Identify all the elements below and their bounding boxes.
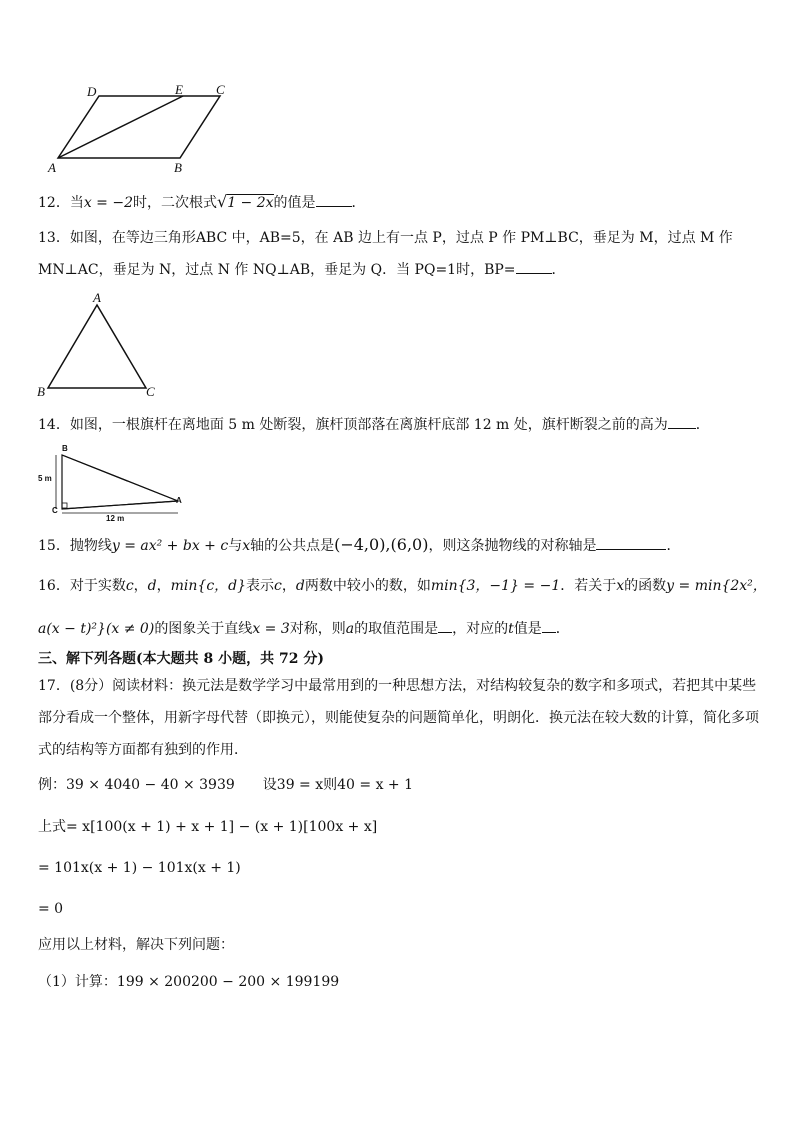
step-1-expression: = x[100(x + 1) + x + 1] − (x + 1)[100x + x] [66,819,378,835]
intersection-points: (−4,0),(6,0) [334,535,429,554]
question-13-line-2 [38,261,566,279]
question-12 [38,193,366,212]
part-1-label: （1）计算： [38,974,117,990]
var-a: a [345,621,355,637]
example-expression: 39 × 4040 − 40 × 3939 [66,777,235,793]
section-heading: 三、解下列各题(本大题共 8 小题，共 72 分) [38,651,324,667]
question-16-line-1 [38,577,767,595]
base-label: 12 m [106,514,125,523]
answer-blank-15[interactable] [596,537,666,550]
substitution-2: 40 = x + 1 [337,777,414,793]
q12-period: ． [351,195,366,211]
label-D: D [87,84,97,99]
q15-text-1: 与 [228,538,243,554]
label-B: B [62,444,68,453]
substitution-1: 39 = x [276,777,324,793]
q14-period: ． [695,417,710,433]
question-16-line-2 [38,620,570,638]
symmetry-line: x = 3 [252,621,290,637]
function-def-2: a(x − t)²}(x ≠ 0) [38,621,155,637]
q16-text-9: ，对应的 [452,621,509,637]
label-E: E [175,82,183,97]
q16-text-2: ， [281,578,296,594]
answer-blank-13[interactable] [516,261,552,274]
q12-text-1: 当 [69,195,84,211]
var-t: t [508,621,514,637]
q16-text-7: 对称，则 [289,621,346,637]
min-definition: min{c，d} [170,578,247,594]
q16-text-1: 表示 [246,578,275,594]
example-set: 设 [262,777,277,793]
example-line [38,776,413,794]
question-17-line-3: 式的结构等方面都有独到的作用． [38,742,248,758]
var-c: c [125,578,134,594]
var-x: x [616,578,625,594]
part-1-expression: 199 × 200200 − 200 × 199199 [116,974,340,990]
q16-sep-2: ， [156,578,171,594]
q16-text-5: 的函数 [624,578,667,594]
q15-period: ． [666,538,681,554]
q14-text: 14．如图，一根旗杆在离地面 5 m 处断裂，旗杆顶部落在离旗杆底部 12 m 处，旗杆断裂之前的高为 [38,417,668,433]
label-A: A [48,160,56,175]
part-1 [38,973,339,991]
q15-text-3: ，则这条抛物线的对称轴是 [428,538,597,554]
q13-text: MN⊥AC，垂足为 N，过点 N 作 NQ⊥AB，垂足为 Q．当 PQ=1时，BP= [38,262,516,278]
var-d-2: d [295,578,305,594]
label-C: C [146,384,155,399]
q12-condition: x = −2 [83,195,133,211]
q15-text-2: 轴的公共点是 [250,538,335,554]
apply-instruction: 应用以上材料，解决下列问题： [38,937,234,953]
parallelogram-figure [40,78,240,178]
label-B: B [174,160,182,175]
var-c-2: c [274,578,282,594]
q12-number: 12． [38,195,70,211]
min-example: min{3，−1} = −1 [430,578,561,594]
q12-text-3: 的值是 [273,195,316,211]
q13-period: ． [551,262,566,278]
step-2: = 101x(x + 1) − 101x(x + 1) [38,860,241,876]
label-C: C [52,506,58,515]
question-17-line-2: 部分看成一个整体，用新字母代替（即换元），则能使复杂的问题简单化，明朗化．换元法在较大数的计算，简化多项 [38,710,759,726]
step-1 [38,818,377,836]
example-then: 则 [323,777,338,793]
answer-blank-12[interactable] [316,194,352,207]
parabola-equation: y = ax² + bx + c [111,538,229,554]
radical-sign: √ [217,192,228,211]
q16-sep: ， [133,578,148,594]
step-1-label: 上式 [38,819,66,835]
question-17-line-1: 17．(8分）阅读材料：换元法是数学学习中最常用到的一种思想方法，对结构较复杂的数字和多项式，若把其中某些 [38,678,757,694]
example-label: 例： [38,777,66,793]
function-def: y = min{2x²， [666,578,767,594]
label-C: C [216,82,225,97]
q16-text-8: 的取值范围是 [354,621,439,637]
flagpole-figure [36,445,196,525]
q12-radicand: 1 − 2x [227,195,274,211]
label-A: A [176,496,182,505]
q16-number: 16．对于实数 [38,578,126,594]
q16-text-3: 两数中较小的数，如 [304,578,431,594]
label-B: B [37,384,45,399]
q16-text-4: ．若关于 [560,578,617,594]
triangle-figure [40,300,160,395]
q12-text-2: 时，二次根式 [133,195,217,211]
answer-blank-16a[interactable] [438,620,452,633]
answer-blank-14[interactable] [668,416,696,429]
var-d: d [147,578,157,594]
x-var: x [242,538,251,554]
q15-number: 15．抛物线 [38,538,112,554]
question-14 [38,416,710,434]
q16-period: ． [555,621,570,637]
label-A: A [93,290,101,305]
answer-blank-16b[interactable] [542,620,556,633]
q16-text-10: 值是 [513,621,542,637]
height-label: 5 m [38,474,52,483]
step-3: = 0 [38,901,64,917]
q16-text-6: 的图象关于直线 [154,621,253,637]
question-13-line-1: 13．如图，在等边三角形ABC 中，AB=5，在 AB 边上有一点 P，过点 P 作 PM⊥BC，垂足为 M，过点 M 作 [38,230,733,246]
question-15 [38,536,680,555]
